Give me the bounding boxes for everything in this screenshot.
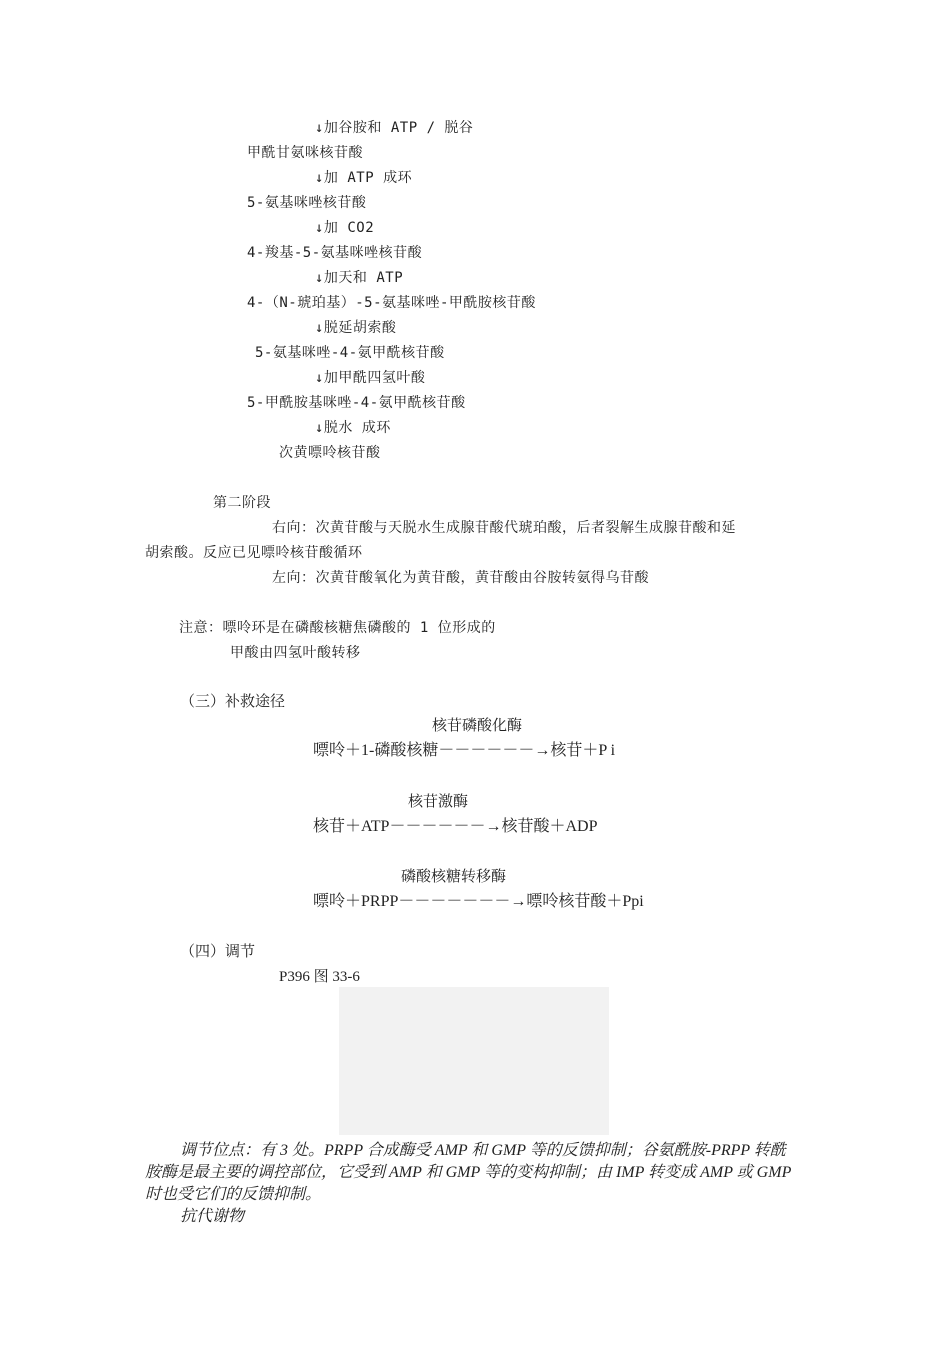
regulation-paragraph-line2: 胺酶是最主要的调控部位，它受到 AMP 和 GMP 等的变构抑制；由 IMP 转变成 AMP 或 GMP — [145, 1164, 792, 1181]
pathway-compound-5: 5-氨基咪唑-4-氨甲酰核苷酸 — [255, 345, 445, 361]
pathway-step-6: ↓加甲酰四氢叶酸 — [315, 370, 426, 386]
salvage-enzyme-3: 磷酸核糖转移酶 — [401, 869, 507, 885]
salvage-enzyme-1: 核苷磷酸化酶 — [432, 718, 523, 734]
pathway-step-7: ↓脱水 成环 — [315, 420, 391, 436]
pathway-step-1: ↓加谷胺和 ATP / 脱谷 — [315, 120, 474, 136]
pathway-step-3: ↓加 CO2 — [315, 220, 375, 236]
pathway-step-5: ↓脱延胡索酸 — [315, 320, 397, 336]
regulation-figure-placeholder — [339, 987, 609, 1135]
salvage-equation-1: 嘌呤＋1-磷酸核糖－－－－－－→核苷＋P i — [313, 742, 616, 759]
note-line2: 甲酸由四氢叶酸转移 — [230, 645, 361, 661]
note-line1: 注意：嘌呤环是在磷酸核糖焦磷酸的 1 位形成的 — [179, 620, 496, 636]
pathway-compound-6: 5-甲酰胺基咪唑-4-氨甲酰核苷酸 — [247, 395, 466, 411]
regulation-figure-ref: P396 图 33-6 — [279, 969, 360, 985]
salvage-equation-3: 嘌呤＋PRPP－－－－－－－→嘌呤核苷酸＋Ppi — [313, 893, 644, 910]
pathway-compound-2: 5-氨基咪唑核苷酸 — [247, 195, 367, 211]
pathway-step-2: ↓加 ATP 成环 — [315, 170, 413, 186]
pathway-compound-1: 甲酰甘氨咪核苷酸 — [247, 145, 363, 161]
salvage-equation-2: 核苷＋ATP－－－－－－→核苷酸＋ADP — [313, 818, 598, 835]
salvage-enzyme-2: 核苷激酶 — [408, 794, 469, 810]
pathway-compound-3: 4-羧基-5-氨基咪唑核苷酸 — [247, 245, 423, 261]
regulation-heading: （四）调节 — [180, 944, 256, 960]
regulation-paragraph-line3: 时也受它们的反馈抑制。 — [145, 1186, 322, 1203]
stage2-right-line2: 胡索酸。反应已见嘌呤核苷酸循环 — [145, 545, 363, 561]
stage2-right-line1: 右向：次黄苷酸与天脱水生成腺苷酸代琥珀酸，后者裂解生成腺苷酸和延 — [272, 520, 736, 536]
regulation-paragraph-line1: 调节位点：有 3 处。PRPP 合成酶受 AMP 和 GMP 等的反馈抑制；谷氨酰胺-PRPP 转酰 — [180, 1142, 786, 1159]
pathway-step-4: ↓加天和 ATP — [315, 270, 404, 286]
antimetabolite-heading: 抗代谢物 — [180, 1208, 245, 1225]
pathway-product: 次黄嘌呤核苷酸 — [279, 445, 381, 461]
pathway-compound-4: 4-（N-琥珀基）-5-氨基咪唑-甲酰胺核苷酸 — [247, 295, 536, 311]
stage2-left: 左向：次黄苷酸氧化为黄苷酸，黄苷酸由谷胺转氨得乌苷酸 — [272, 570, 649, 586]
salvage-heading: （三）补救途径 — [180, 694, 286, 710]
stage2-heading: 第二阶段 — [213, 495, 271, 511]
